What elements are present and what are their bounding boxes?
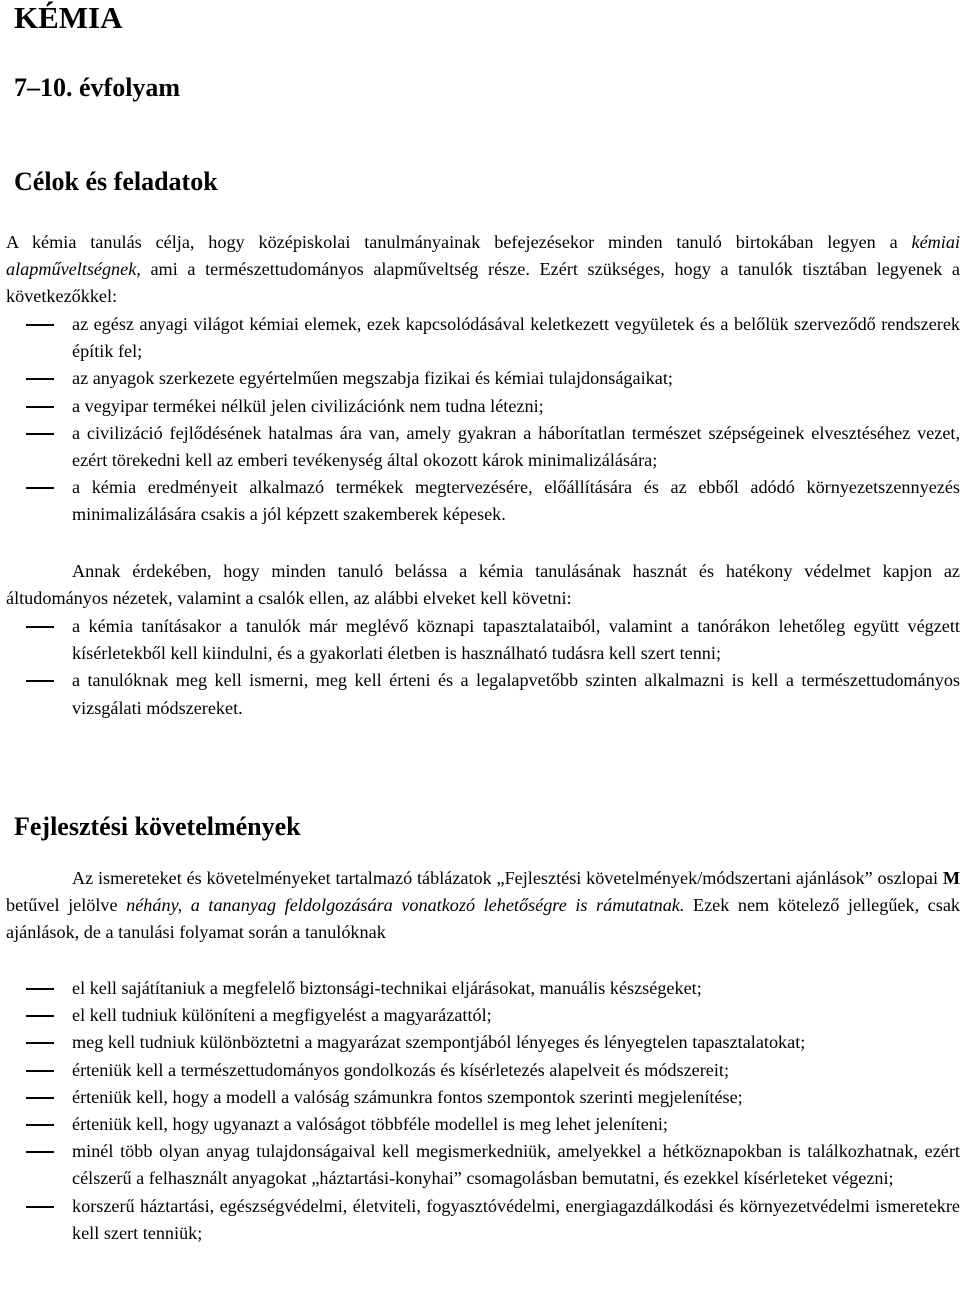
dash-bullet: [26, 487, 54, 489]
list-item: [6, 667, 960, 721]
intro-paragraph: [6, 229, 960, 311]
requirements-intro-text-3: Ezek nem kötelező jellegűek, csak ajánlások, de a tanulási folyamat során a tanulóknak: [6, 895, 960, 943]
page-title: KÉMIA: [14, 0, 123, 35]
dash-bullet: [26, 433, 54, 435]
requirements-intro: [6, 865, 960, 947]
list-item: [6, 393, 960, 420]
list-item: [6, 474, 960, 528]
list-item-text: a kémia tanításakor a tanulók már meglévő köznapi tapasztalataiból, valamint a tanórákon lehetőleg együtt végzett kísérletekből kell kiindulni, és a gyakorlati életben is használható tudásra kell szert tenni;: [72, 616, 960, 664]
requirements-intro-text-2: betűvel jelölve: [6, 895, 127, 916]
principles-paragraph: Annak érdekében, hogy minden tanuló belássa a kémia tanulásának hasznát és hatékony védelmet kapjon az áltudományos nézetek, valamint a csalók ellen, az alábbi elveket kell követni:: [6, 561, 960, 609]
dash-bullet: [26, 1097, 54, 1099]
list-item: [6, 1084, 960, 1111]
section-heading-requirements: Fejlesztési követelmények: [14, 812, 301, 841]
dash-bullet: [26, 1070, 54, 1072]
dash-bullet: [26, 1124, 54, 1126]
list-item-text: az anyagok szerkezete egyértelműen megszabja fizikai és kémiai tulajdonságaikat;: [72, 368, 673, 389]
requirements-intro-italic: néhány, a tananyag feldolgozására vonatkozó lehetőségre is rámutatnak.: [126, 895, 685, 916]
list-item-text: korszerű háztartási, egészségvédelmi, életviteli, fogyasztóvédelmi, energiagazdálkodási és környezetvédelmi ismeretekre kell szert tenniük;: [72, 1195, 960, 1243]
dash-bullet: [26, 324, 54, 326]
intro-italic: kémiai alapműveltségnek,: [6, 232, 960, 280]
requirements-list: [6, 975, 960, 1247]
list-item-text: érteniük kell, hogy a modell a valóság számunkra fontos szempontok szerinti megjelenítése;: [72, 1086, 743, 1107]
principles-list: [6, 613, 960, 722]
list-item-text: érteniük kell a természettudományos gondolkozás és kísérletezés alapelveit és módszereit;: [72, 1059, 730, 1080]
list-item-text: el kell sajátítaniuk a megfelelő biztonsági-technikai eljárásokat, manuális készségeket;: [72, 978, 702, 998]
list-item-text: meg kell tudniuk különböztetni a magyarázat szempontjából lényeges és lényegtelen tapasztalatokat;: [72, 1032, 806, 1053]
dash-bullet: [26, 988, 54, 990]
dash-bullet: [26, 1206, 54, 1208]
intro-text-rest: ami a természettudományos alapműveltség része. Ezért szükséges, hogy a tanulók tisztában legyenek a következőkkel:: [6, 259, 960, 307]
dash-bullet: [26, 1015, 54, 1017]
list-item-text: a civilizáció fejlődésének hatalmas ára van, amely gyakran a háborítatlan természet szépségeinek elvesztéséhez vezet, ezért törekedni kell az emberi tevékenység által okozott károk minimalizálására;: [72, 422, 960, 471]
dash-bullet: [26, 626, 54, 628]
list-item: [6, 420, 960, 474]
grade-subtitle: 7–10. évfolyam: [14, 73, 181, 102]
dash-bullet: [26, 1151, 54, 1153]
list-item: [6, 1111, 960, 1138]
requirements-intro-text: Az ismereteket és követelményeket tartalmazó táblázatok „Fejlesztési követelmények/módszertani ajánlások” oszlopai: [72, 868, 943, 888]
list-item: [6, 1057, 960, 1084]
list-item-text: a tanulóknak meg kell ismerni, meg kell érteni és a legalapvetőbb szinten alkalmazni is kell a természettudományos vizsgálati módszereket.: [72, 670, 960, 718]
dash-bullet: [26, 406, 54, 408]
list-item-text: a kémia eredményeit alkalmazó termékek megtervezésére, előállítására és az ebből adódó környezetszennyezés minimalizálására csakis a jól képzett szakemberek képesek.: [72, 477, 960, 525]
list-item: [6, 1029, 960, 1056]
goals-list: [6, 311, 960, 529]
list-item: [6, 311, 960, 365]
list-item: [6, 975, 960, 1002]
section-heading-goals: Célok és feladatok: [14, 167, 218, 196]
list-item-text: el kell tudniuk különíteni a megfigyelést a magyarázattól;: [72, 1005, 492, 1026]
intro-text: A kémia tanulás célja, hogy középiskolai tanulmányainak befejezésekor minden tanuló birtokában legyen a: [6, 232, 912, 252]
list-item-text: minél több olyan anyag tulajdonságaival kell megismerkedniük, amelyekkel a hétköznapokban is találkozhatnak, ezért célszerű a felhasznált anyagokat „háztartási-konyhai” csomagolásban bemutatni, és ezekkel kísérleteket végezni;: [72, 1141, 960, 1189]
requirements-intro-bold: M: [942, 868, 960, 888]
list-item-text: érteniük kell, hogy ugyanazt a valóságot többféle modellel is meg lehet jeleníteni;: [72, 1114, 668, 1135]
dash-bullet: [26, 378, 54, 380]
dash-bullet: [26, 1042, 54, 1044]
list-item: [6, 1002, 960, 1029]
list-item-text: a vegyipar termékei nélkül jelen civilizációnk nem tudna létezni;: [72, 395, 544, 416]
list-item: [6, 365, 960, 392]
list-item: [6, 1138, 960, 1192]
dash-bullet: [26, 680, 54, 682]
list-item: [6, 1193, 960, 1247]
list-item: [6, 613, 960, 667]
list-item-text: az egész anyagi világot kémiai elemek, ezek kapcsolódásával keletkezett vegyületek és a belőlük szerveződő rendszerek építik fel;: [72, 314, 960, 362]
